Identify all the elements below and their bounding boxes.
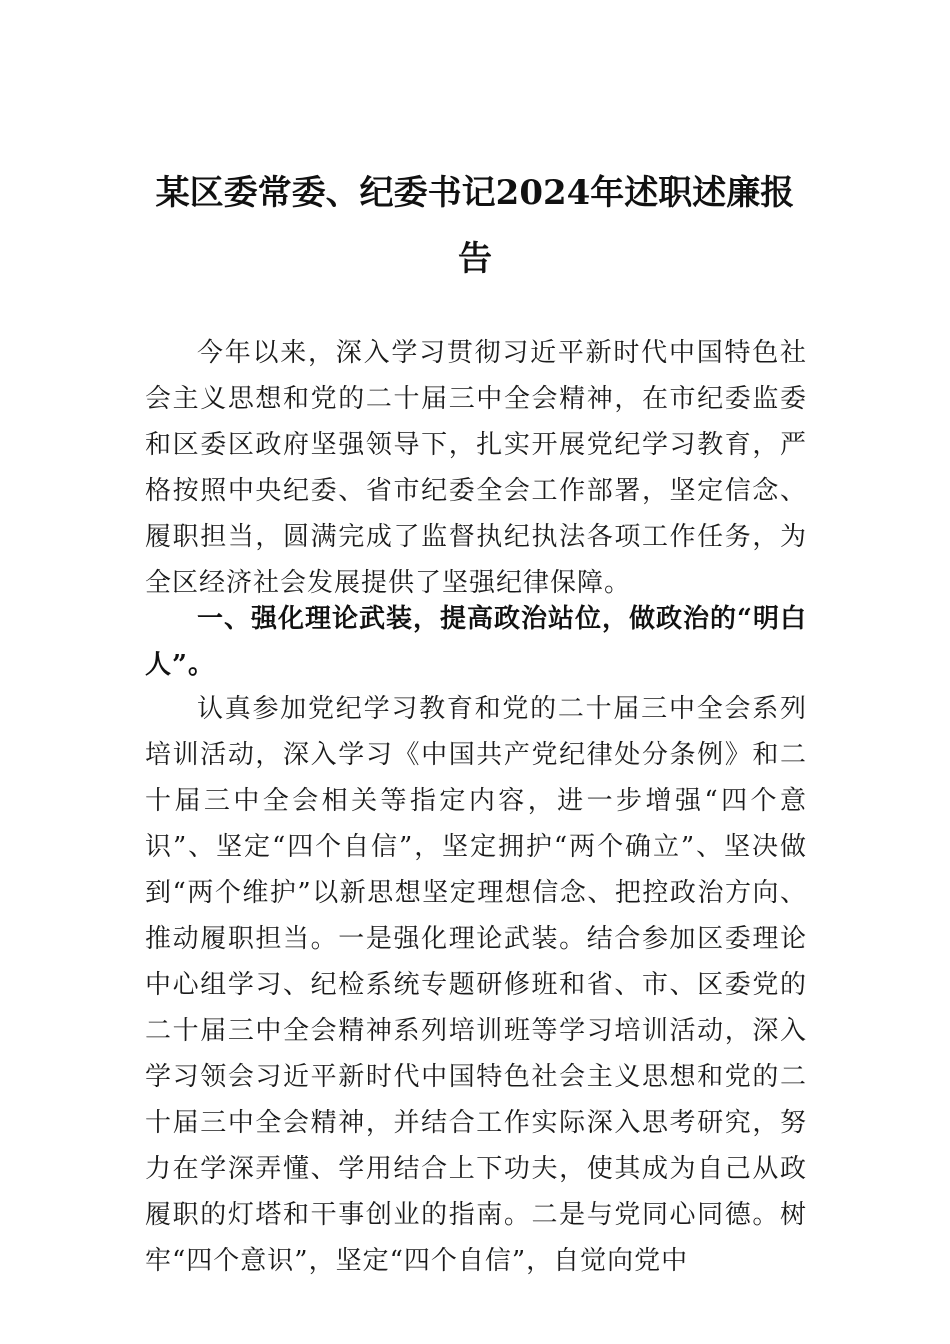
section-heading-1: 一、强化理论武装，提高政治站位，做政治的“明白人”。: [145, 604, 807, 680]
intro-paragraph: 今年以来，深入学习贯彻习近平新时代中国特色社会主义思想和党的二十届三中全会精神，在市纪委监委和区委区政府坚强领导下，扎实开展党纪学习教育，严格按照中央纪委、省市纪委全会工作部署，坚定信念、履职担当，圆满完成了监督执纪执法各项工作任务，为全区经济社会发展提供了坚强纪律保障。: [145, 338, 807, 598]
document-title: 某区委常委、纪委书记2024年述职述廉报告: [155, 173, 795, 279]
section-1-paragraph: 认真参加党纪学习教育和党的二十届三中全会系列培训活动，深入学习《中国共产党纪律处分条例》和二十届三中全会相关等指定内容，进一步增强“四个意识”、坚定“四个自信”，坚定拥护“两个确立”、坚决做到“两个维护”以新思想坚定理想信念、把控政治方向、推动履职担当。一是强化理论武装。结合参加区委理论中心组学习、纪检系统专题研修班和省、市、区委党的二十届三中全会精神系列培训班等学习培训活动，深入学习领会习近平新时代中国特色社会主义思想和党的二十届三中全会精神，并结合工作实际深入思考研究，努力在学深弄懂、学用结合上下功夫，使其成为自己从政履职的灯塔和干事创业的指南。二是与党同心同德。树牢“四个意识”，坚定“四个自信”，自觉向党中: [145, 694, 807, 1276]
